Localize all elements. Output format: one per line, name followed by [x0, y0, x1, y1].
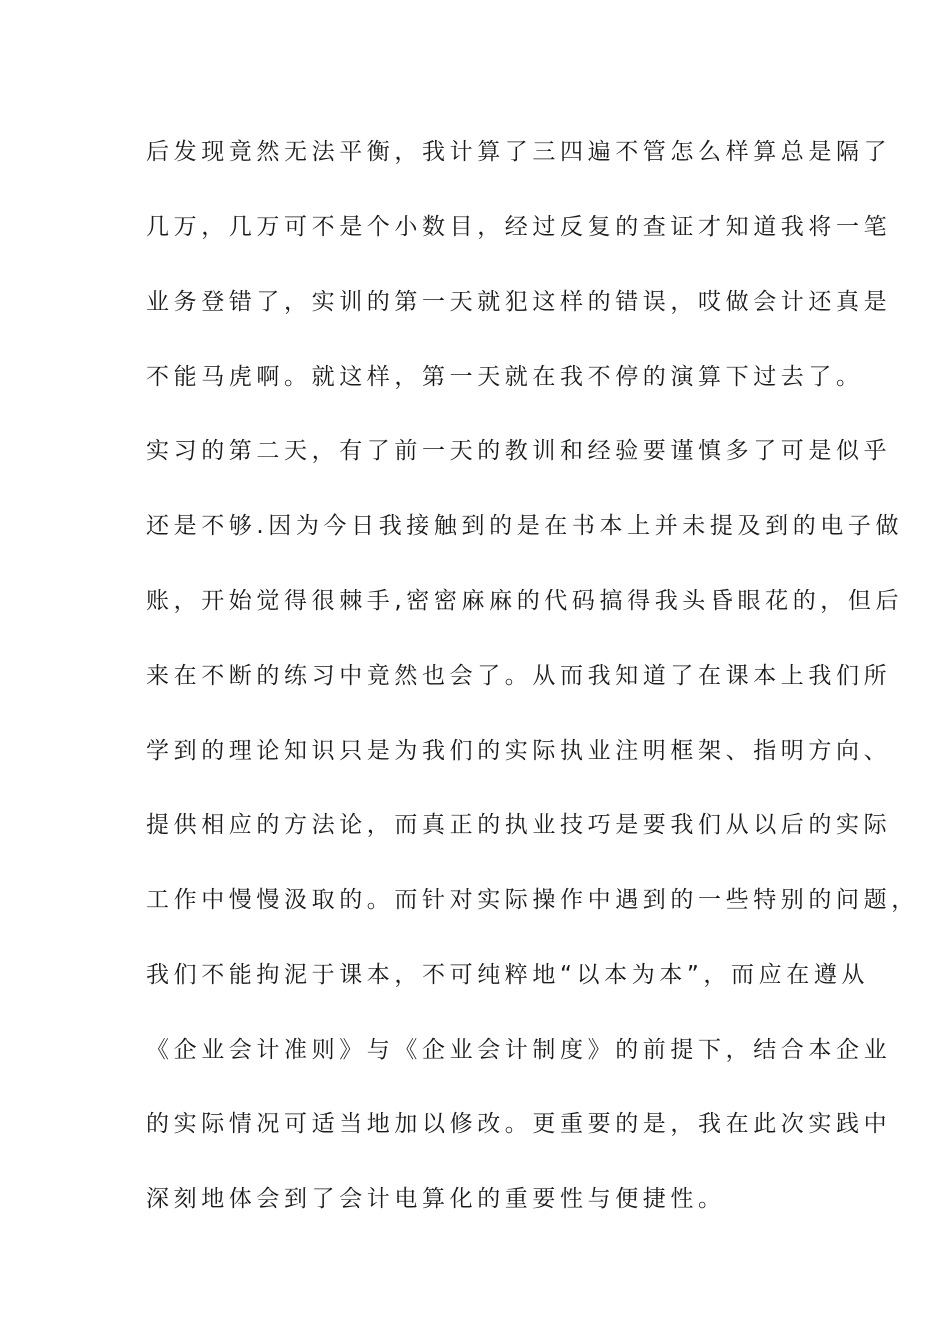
paragraph-line: 工作中慢慢汲取的。而针对实际操作中遇到的一些特别的问题， [146, 887, 919, 913]
paragraph-line: 的实际情况可适当地加以修改。更重要的是，我在此次实践中 [146, 1111, 892, 1137]
paragraph-line: 实习的第二天，有了前一天的教训和经验要谨慎多了可是似乎 [146, 438, 892, 464]
paragraph-line: 不能马虎啊。就这样，第一天就在我不停的演算下过去了。 [146, 364, 864, 390]
paragraph-line: 业务登错了，实训的第一天就犯这样的错误，哎做会计还真是 [146, 289, 892, 315]
paragraph-line: 来在不断的练习中竟然也会了。从而我知道了在课本上我们所 [146, 663, 892, 689]
paragraph-line: 还是不够.因为今日我接触到的是在书本上并未提及到的电子做 [146, 513, 904, 539]
paragraph-line: 《企业会计准则》与《企业会计制度》的前提下，结合本企业 [146, 1037, 892, 1063]
paragraph-line: 我们不能拘泥于课本，不可纯粹地“以本为本”，而应在遵从 [146, 962, 870, 988]
paragraph-line: 几万，几万可不是个小数目，经过反复的查证才知道我将一笔 [146, 214, 892, 240]
paragraph-line: 后发现竟然无法平衡，我计算了三四遍不管怎么样算总是隔了 [146, 139, 892, 165]
paragraph-line: 账，开始觉得很棘手,密密麻麻的代码搞得我头昏眼花的，但后 [146, 588, 904, 614]
paragraph-line: 深刻地体会到了会计电算化的重要性与便捷性。 [146, 1186, 726, 1212]
paragraph-line: 学到的理论知识只是为我们的实际执业注明框架、指明方向、 [146, 738, 892, 764]
paragraph-line: 提供相应的方法论，而真正的执业技巧是要我们从以后的实际 [146, 812, 892, 838]
